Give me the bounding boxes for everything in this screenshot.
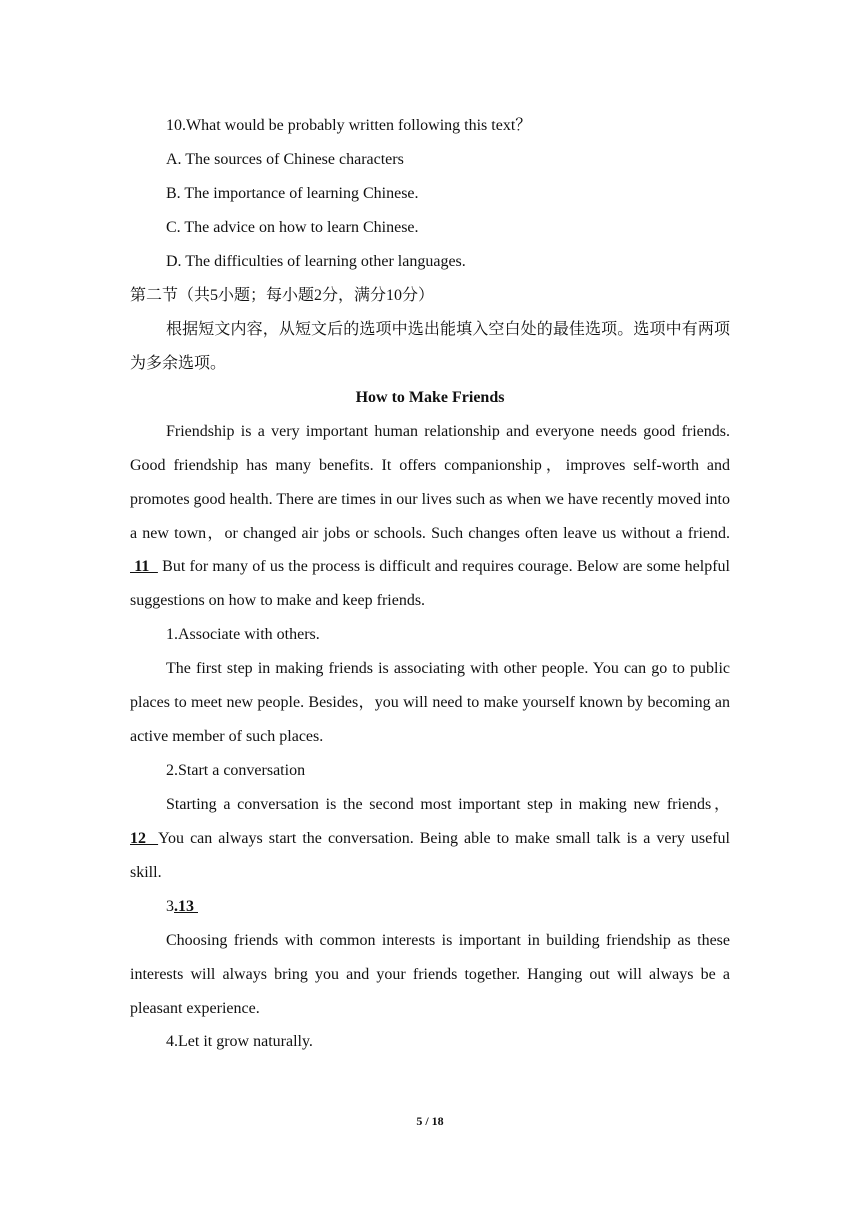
option-c: C. The advice on how to learn Chinese.: [166, 219, 419, 236]
paragraph-4: Choosing friends with common interests is important in building friendship as these interests will always bring you and your friends together. Hanging out will always be a pleasant experience.: [130, 931, 730, 1017]
subheading-3: [130, 890, 730, 924]
option-b: B. The importance of learning Chinese.: [166, 185, 419, 202]
subheading-1: 1.Associate with others.: [166, 626, 320, 644]
subheading-2: 2.Start a conversation: [166, 761, 306, 779]
blank-11: 11: [130, 558, 158, 576]
paragraph-3: [130, 788, 730, 890]
question-10-stem: 10.What would be probably written following this text？: [166, 117, 532, 134]
blank-12: 12: [130, 829, 159, 847]
paragraph-1: [130, 415, 730, 618]
subheading-3-number: 3: [166, 897, 174, 915]
section-instruction: 根据短文内容，从短文后的选项中选出能填入空白处的最佳选项。选项中有两项为多余选项。: [130, 321, 730, 372]
subheading-4: 4.Let it grow naturally.: [166, 1033, 313, 1051]
blank-13: .13: [174, 897, 198, 915]
option-a: A. The sources of Chinese characters: [166, 151, 404, 168]
option-d: D. The difficulties of learning other languages.: [166, 253, 466, 270]
document-page: [130, 109, 730, 1059]
paragraph-1-text-a: Friendship is a very important human relationship and everyone needs good friends. Good friendship has many benefits. It offers companionship，improves self-worth and promotes good health. There are times in our lives such as when we have recently moved into a new town，or changed air jobs or schools. Such changes often leave us without a friend.: [130, 422, 730, 542]
paragraph-3-text-a: Starting a conversation is the second most important step in making new friends，: [166, 795, 730, 813]
page-number: 5 / 18: [416, 1114, 444, 1128]
section-heading: 第二节（共5小题；每小题2分，满分10分）: [130, 287, 435, 304]
paragraph-1-text-b: But for many of us the process is difficult and requires courage. Below are some helpful suggestions on how to make and keep friends.: [130, 558, 730, 610]
paragraph-2: The first step in making friends is associating with other people. You can go to public places to meet new people. Besides，you will need to make yourself known by becoming an active member of such places.: [130, 660, 730, 746]
paragraph-3-text-b: You can always start the conversation. Being able to make small talk is a very useful skill.: [130, 829, 730, 881]
passage-title: How to Make Friends: [355, 388, 505, 406]
